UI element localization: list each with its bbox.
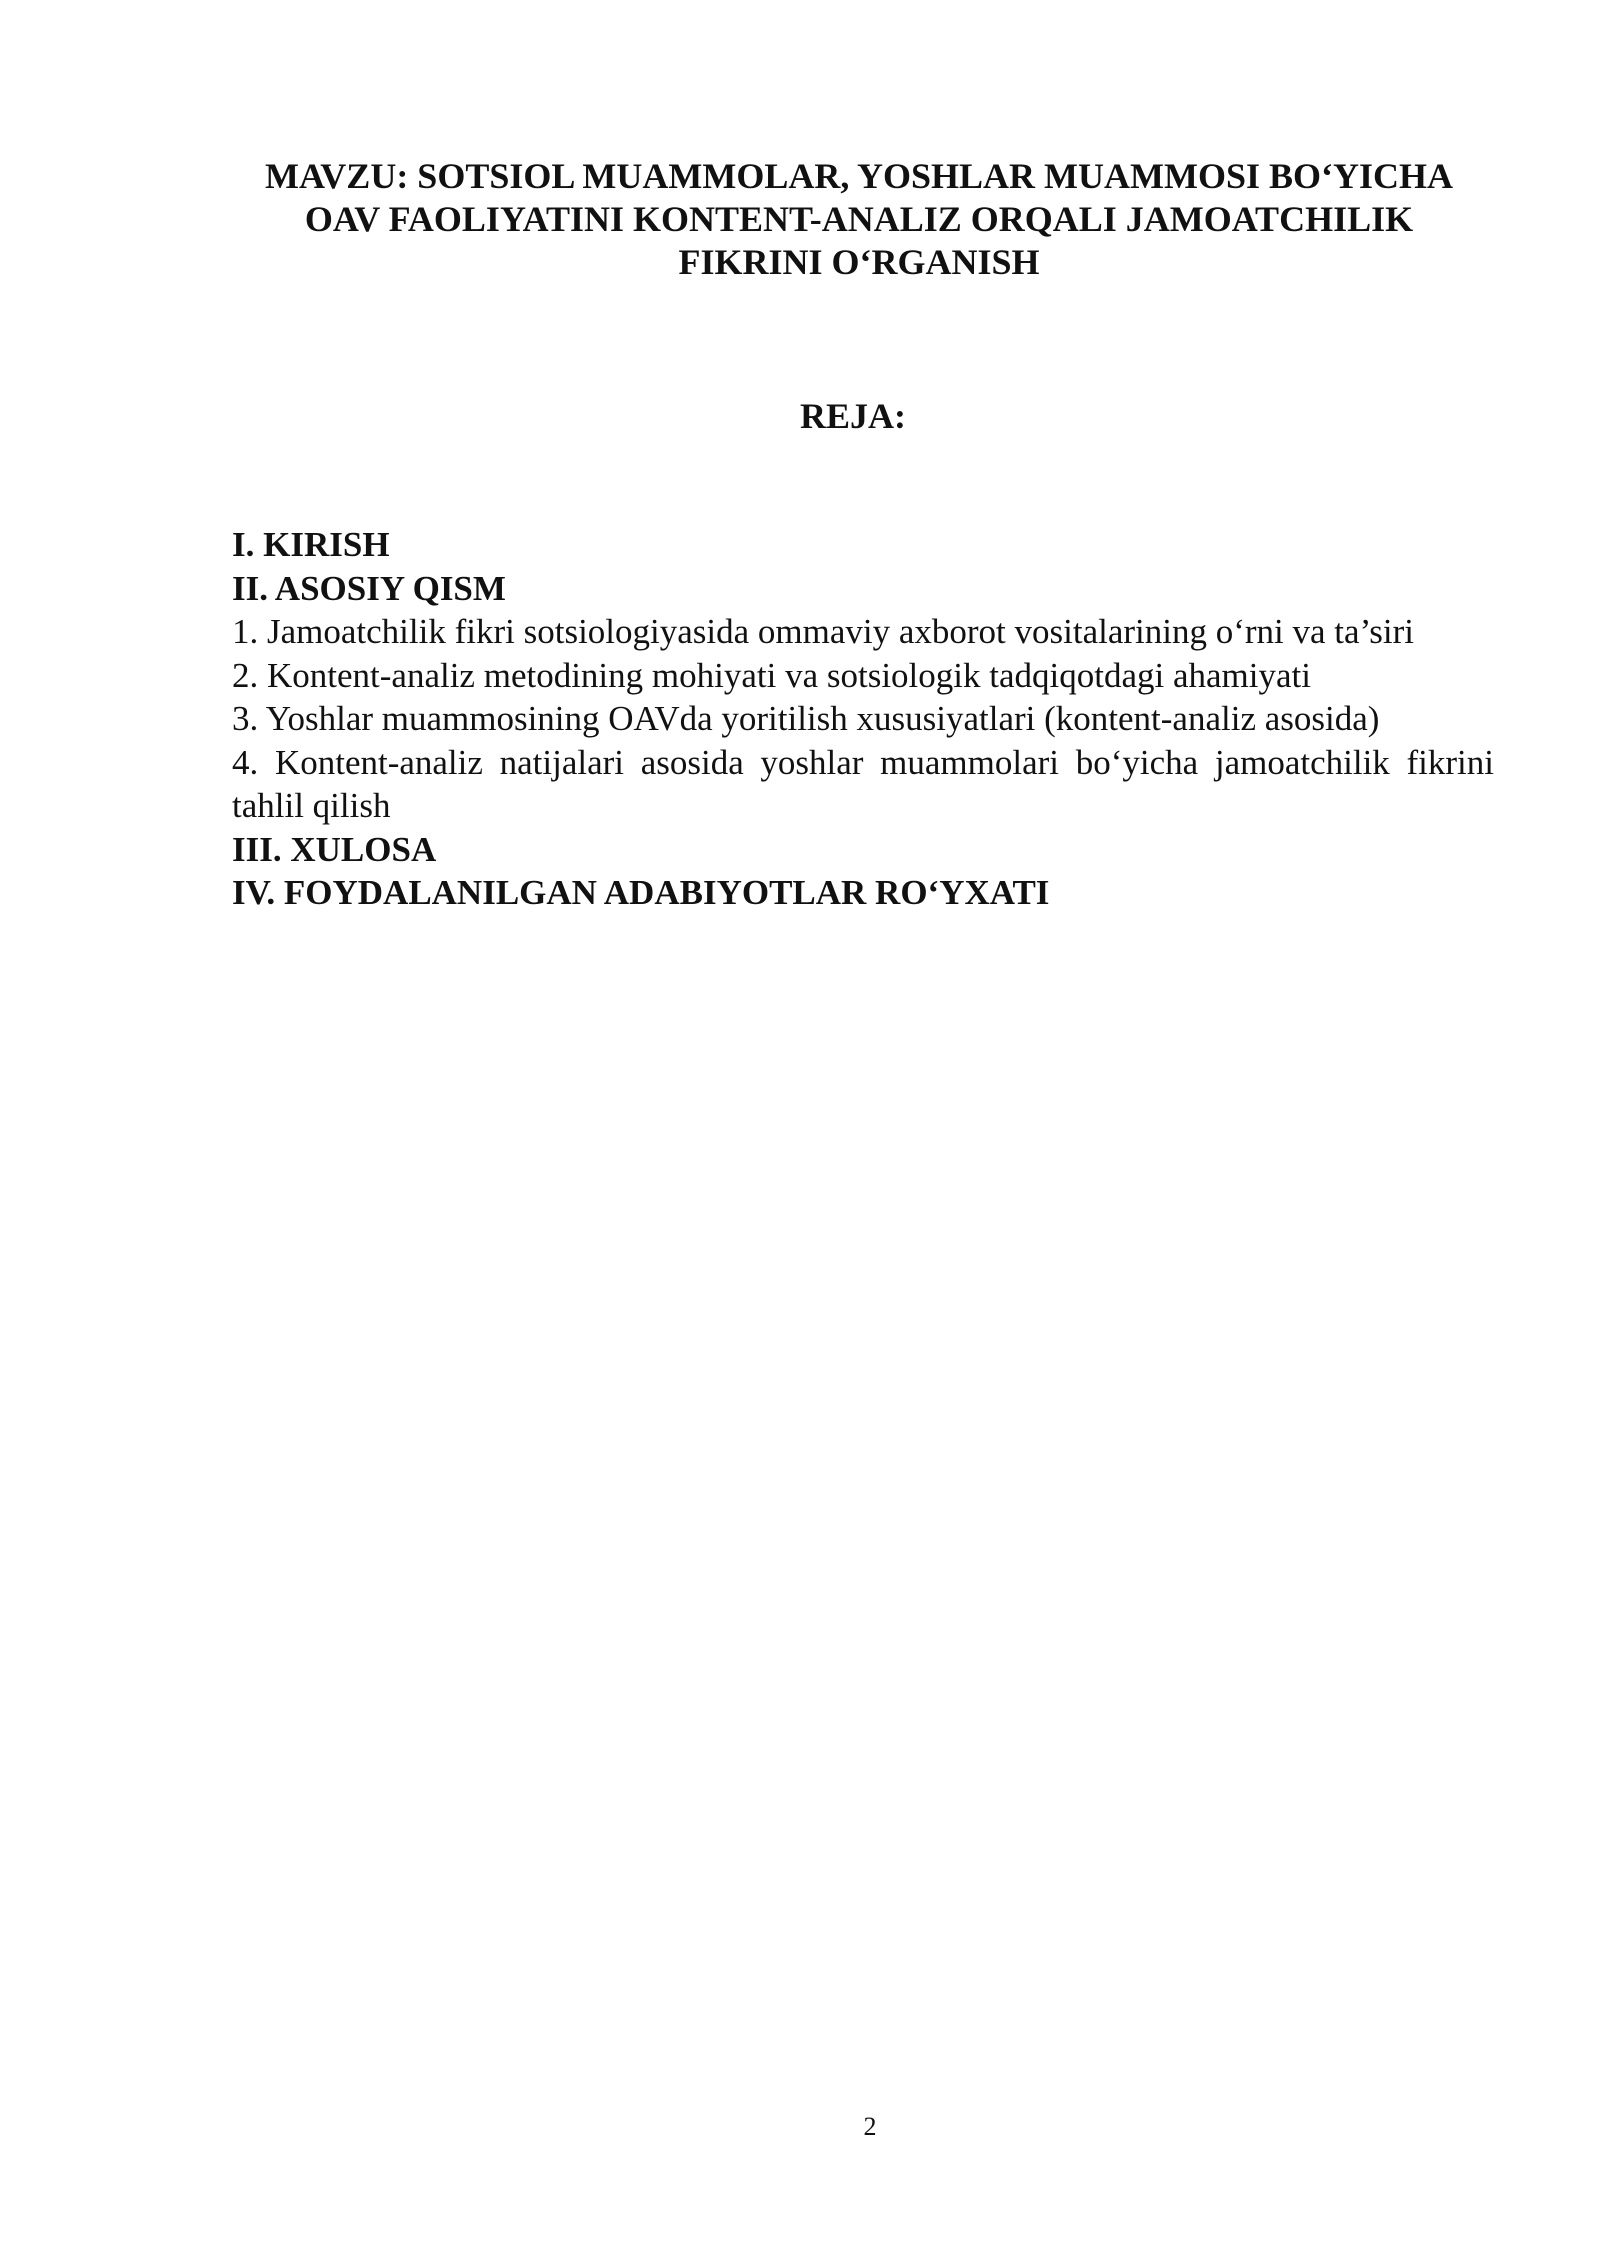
section-main: II. ASOSIY QISM	[232, 568, 506, 608]
plan-item-4: 4. Kontent-analiz natijalari asosida yoshlar muammolari bo‘yicha jamoatchilik fikrini tahlil qilish	[232, 742, 1494, 825]
page-number: 2	[863, 2112, 877, 2141]
section-intro: I. KIRISH	[232, 525, 390, 564]
plan-item-1: 1. Jamoatchilik fikri sotsiologiyasida ommaviy axborot vositalarining o‘rni va ta’siri	[232, 612, 1415, 651]
plan-item-3: 3. Yoshlar muammosining OAVda yoritilish xususiyatlari (kontent-analiz asosida)	[232, 699, 1380, 738]
title-line-1: MAVZU: SOTSIOL MUAMMOLAR, YOSHLAR MUAMMOSI BO‘YICHA	[264, 156, 1454, 196]
title-line-3: FIKRINI O‘RGANISH	[678, 242, 1040, 282]
plan-heading: REJA:	[800, 396, 906, 436]
section-conclusion: III. XULOSA	[232, 829, 437, 869]
plan-item-2: 2. Kontent-analiz metodining mohiyati va sotsiologik tadqiqotdagi ahamiyati	[232, 655, 1311, 695]
plan-contents	[232, 523, 1494, 915]
title-line-2: OAV FAOLIYATINI KONTENT-ANALIZ ORQALI JAMOATCHILIK	[304, 199, 1414, 239]
document-title	[200, 155, 1518, 284]
section-references: IV. FOYDALANILGAN ADABIYOTLAR RO‘YXATI	[232, 873, 1050, 912]
